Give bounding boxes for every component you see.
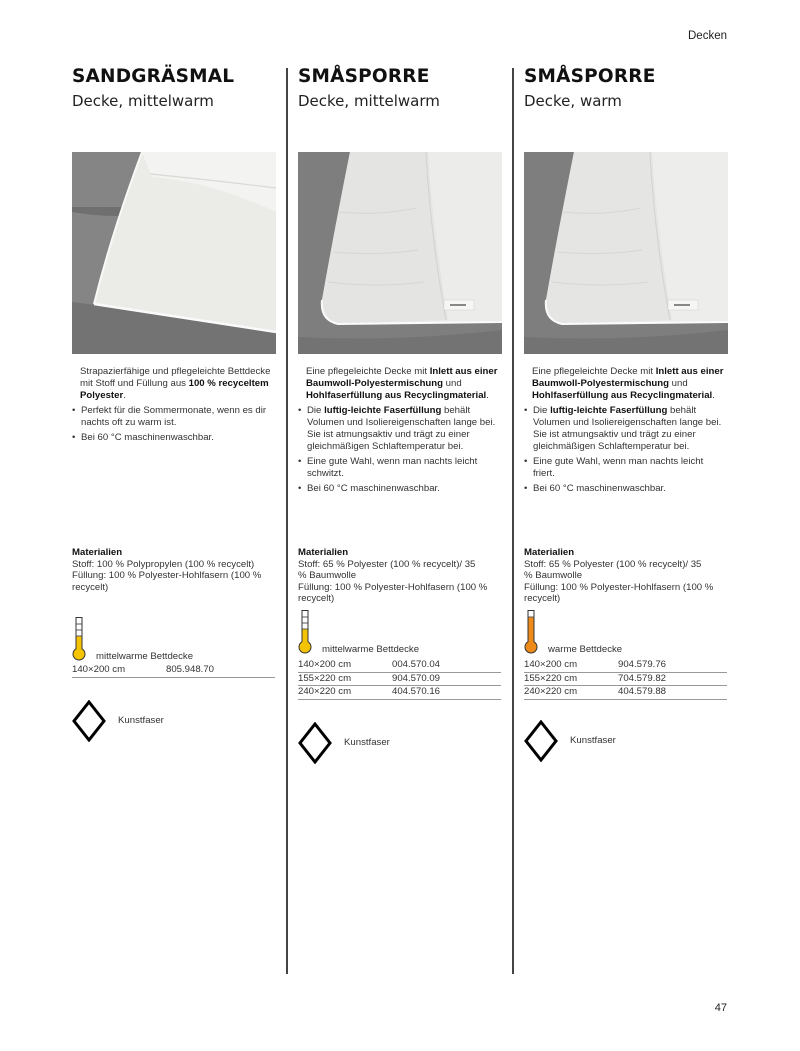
materials-heading: Materialien (72, 547, 123, 558)
materials-line: Füllung: 100 % Polyester-Hohlfasern (100 % recycelt) (72, 570, 262, 593)
materials-line: Füllung: 100 % Polyester-Hohlfasern (100 % recycelt) (524, 581, 714, 604)
materials-block (72, 547, 277, 593)
diamond-icon (298, 722, 332, 764)
description-intro: Eine pflegeleichte Decke mit Inlett aus einer Baumwoll-Polyestermischung und Hohlfaserfüllung aus Recyclingmaterial. (532, 366, 724, 401)
fiber-label: Kunstfaser (118, 715, 164, 726)
product-column-sandgrasmal (72, 64, 277, 726)
table-row: 240×220 cm 404.579.88 (524, 686, 727, 700)
thermometer-medium-icon (298, 610, 312, 654)
materials-block (524, 547, 729, 605)
table-row: 155×220 cm 704.579.82 (524, 673, 727, 687)
column-divider (286, 68, 288, 974)
materials-line: Stoff: 100 % Polypropylen (100 % recycelt) (72, 558, 255, 570)
feature-item: • Bei 60 °C maschinenwaschbar. (524, 483, 722, 495)
feature-list (532, 405, 730, 495)
thermometer-medium-icon (72, 617, 86, 661)
product-title: SMÅSPORRE (298, 66, 430, 87)
warmth-label: mittelwarme Bettdecke (322, 644, 420, 655)
thermometer-warm-icon (524, 610, 538, 654)
page-number: 47 (714, 1002, 727, 1014)
feature-list (80, 405, 278, 444)
feature-item: • Eine gute Wahl, wenn man nachts leicht schwitzt. (298, 456, 496, 480)
product-photo (72, 152, 276, 354)
materials-line: Stoff: 65 % Polyester (100 % recycelt)/ 35 % Baumwolle (524, 558, 702, 581)
table-row: 140×200 cm 904.579.76 (524, 659, 727, 673)
diamond-icon (72, 700, 106, 742)
description-intro: Strapazierfähige und pflegeleichte Bettdecke mit Stoff und Füllung aus 100 % recyceltem Polyester. (80, 366, 271, 401)
product-title: SMÅSPORRE (524, 66, 656, 87)
feature-item: • Die luftig-leichte Faserfüllung behält Volumen und Isoliereigenschaften lange bei. Sie ist atmungsaktiv und trägt zu einer gleichmäßigen Schlaftemperatur bei. (298, 405, 496, 453)
fiber-label: Kunstfaser (344, 737, 390, 748)
size-article-table (524, 659, 727, 700)
materials-line: Stoff: 65 % Polyester (100 % recycelt)/ 35 % Baumwolle (298, 558, 476, 581)
product-type: Decke, mittelwarm (298, 92, 440, 110)
product-type: Decke, warm (524, 92, 622, 110)
diamond-icon (524, 720, 558, 762)
product-description (80, 366, 278, 447)
product-description (306, 366, 504, 498)
feature-item: • Perfekt für die Sommermonate, wenn es dir nachts oft zu warm ist. (72, 405, 270, 429)
product-photo (524, 152, 728, 354)
table-row: 140×200 cm 004.570.04 (298, 659, 501, 673)
warmth-label: mittelwarme Bettdecke (96, 651, 194, 662)
table-row: 140×200 cm 805.948.70 (72, 664, 275, 678)
product-column-smasporre-mittelwarm (298, 64, 503, 748)
materials-heading: Materialien (524, 547, 575, 558)
feature-item: • Eine gute Wahl, wenn man nachts leicht friert. (524, 456, 722, 480)
size-article-table (298, 659, 501, 700)
product-title: SANDGRÄSMAL (72, 66, 235, 87)
column-divider (512, 68, 514, 974)
feature-item: • Bei 60 °C maschinenwaschbar. (72, 432, 270, 444)
product-type: Decke, mittelwarm (72, 92, 214, 110)
materials-heading: Materialien (298, 547, 349, 558)
materials-line: Füllung: 100 % Polyester-Hohlfasern (100 % recycelt) (298, 581, 488, 604)
feature-item: • Die luftig-leichte Faserfüllung behält Volumen und Isoliereigenschaften lange bei. Sie ist atmungsaktiv und trägt zu einer gleichmäßigen Schlaftemperatur bei. (524, 405, 722, 453)
table-row: 155×220 cm 904.570.09 (298, 673, 501, 687)
size-article-table (72, 664, 275, 678)
fiber-label: Kunstfaser (570, 735, 616, 746)
warmth-label: warme Bettdecke (548, 644, 623, 655)
feature-item: • Bei 60 °C maschinenwaschbar. (298, 483, 496, 495)
feature-list (306, 405, 504, 495)
product-column-smasporre-warm (524, 64, 729, 746)
description-intro: Eine pflegeleichte Decke mit Inlett aus einer Baumwoll-Polyestermischung und Hohlfaserfüllung aus Recyclingmaterial. (306, 366, 498, 401)
product-description (532, 366, 730, 498)
section-label: Decken (688, 30, 727, 42)
table-row: 240×220 cm 404.570.16 (298, 686, 501, 700)
product-photo (298, 152, 502, 354)
materials-block (298, 547, 503, 605)
